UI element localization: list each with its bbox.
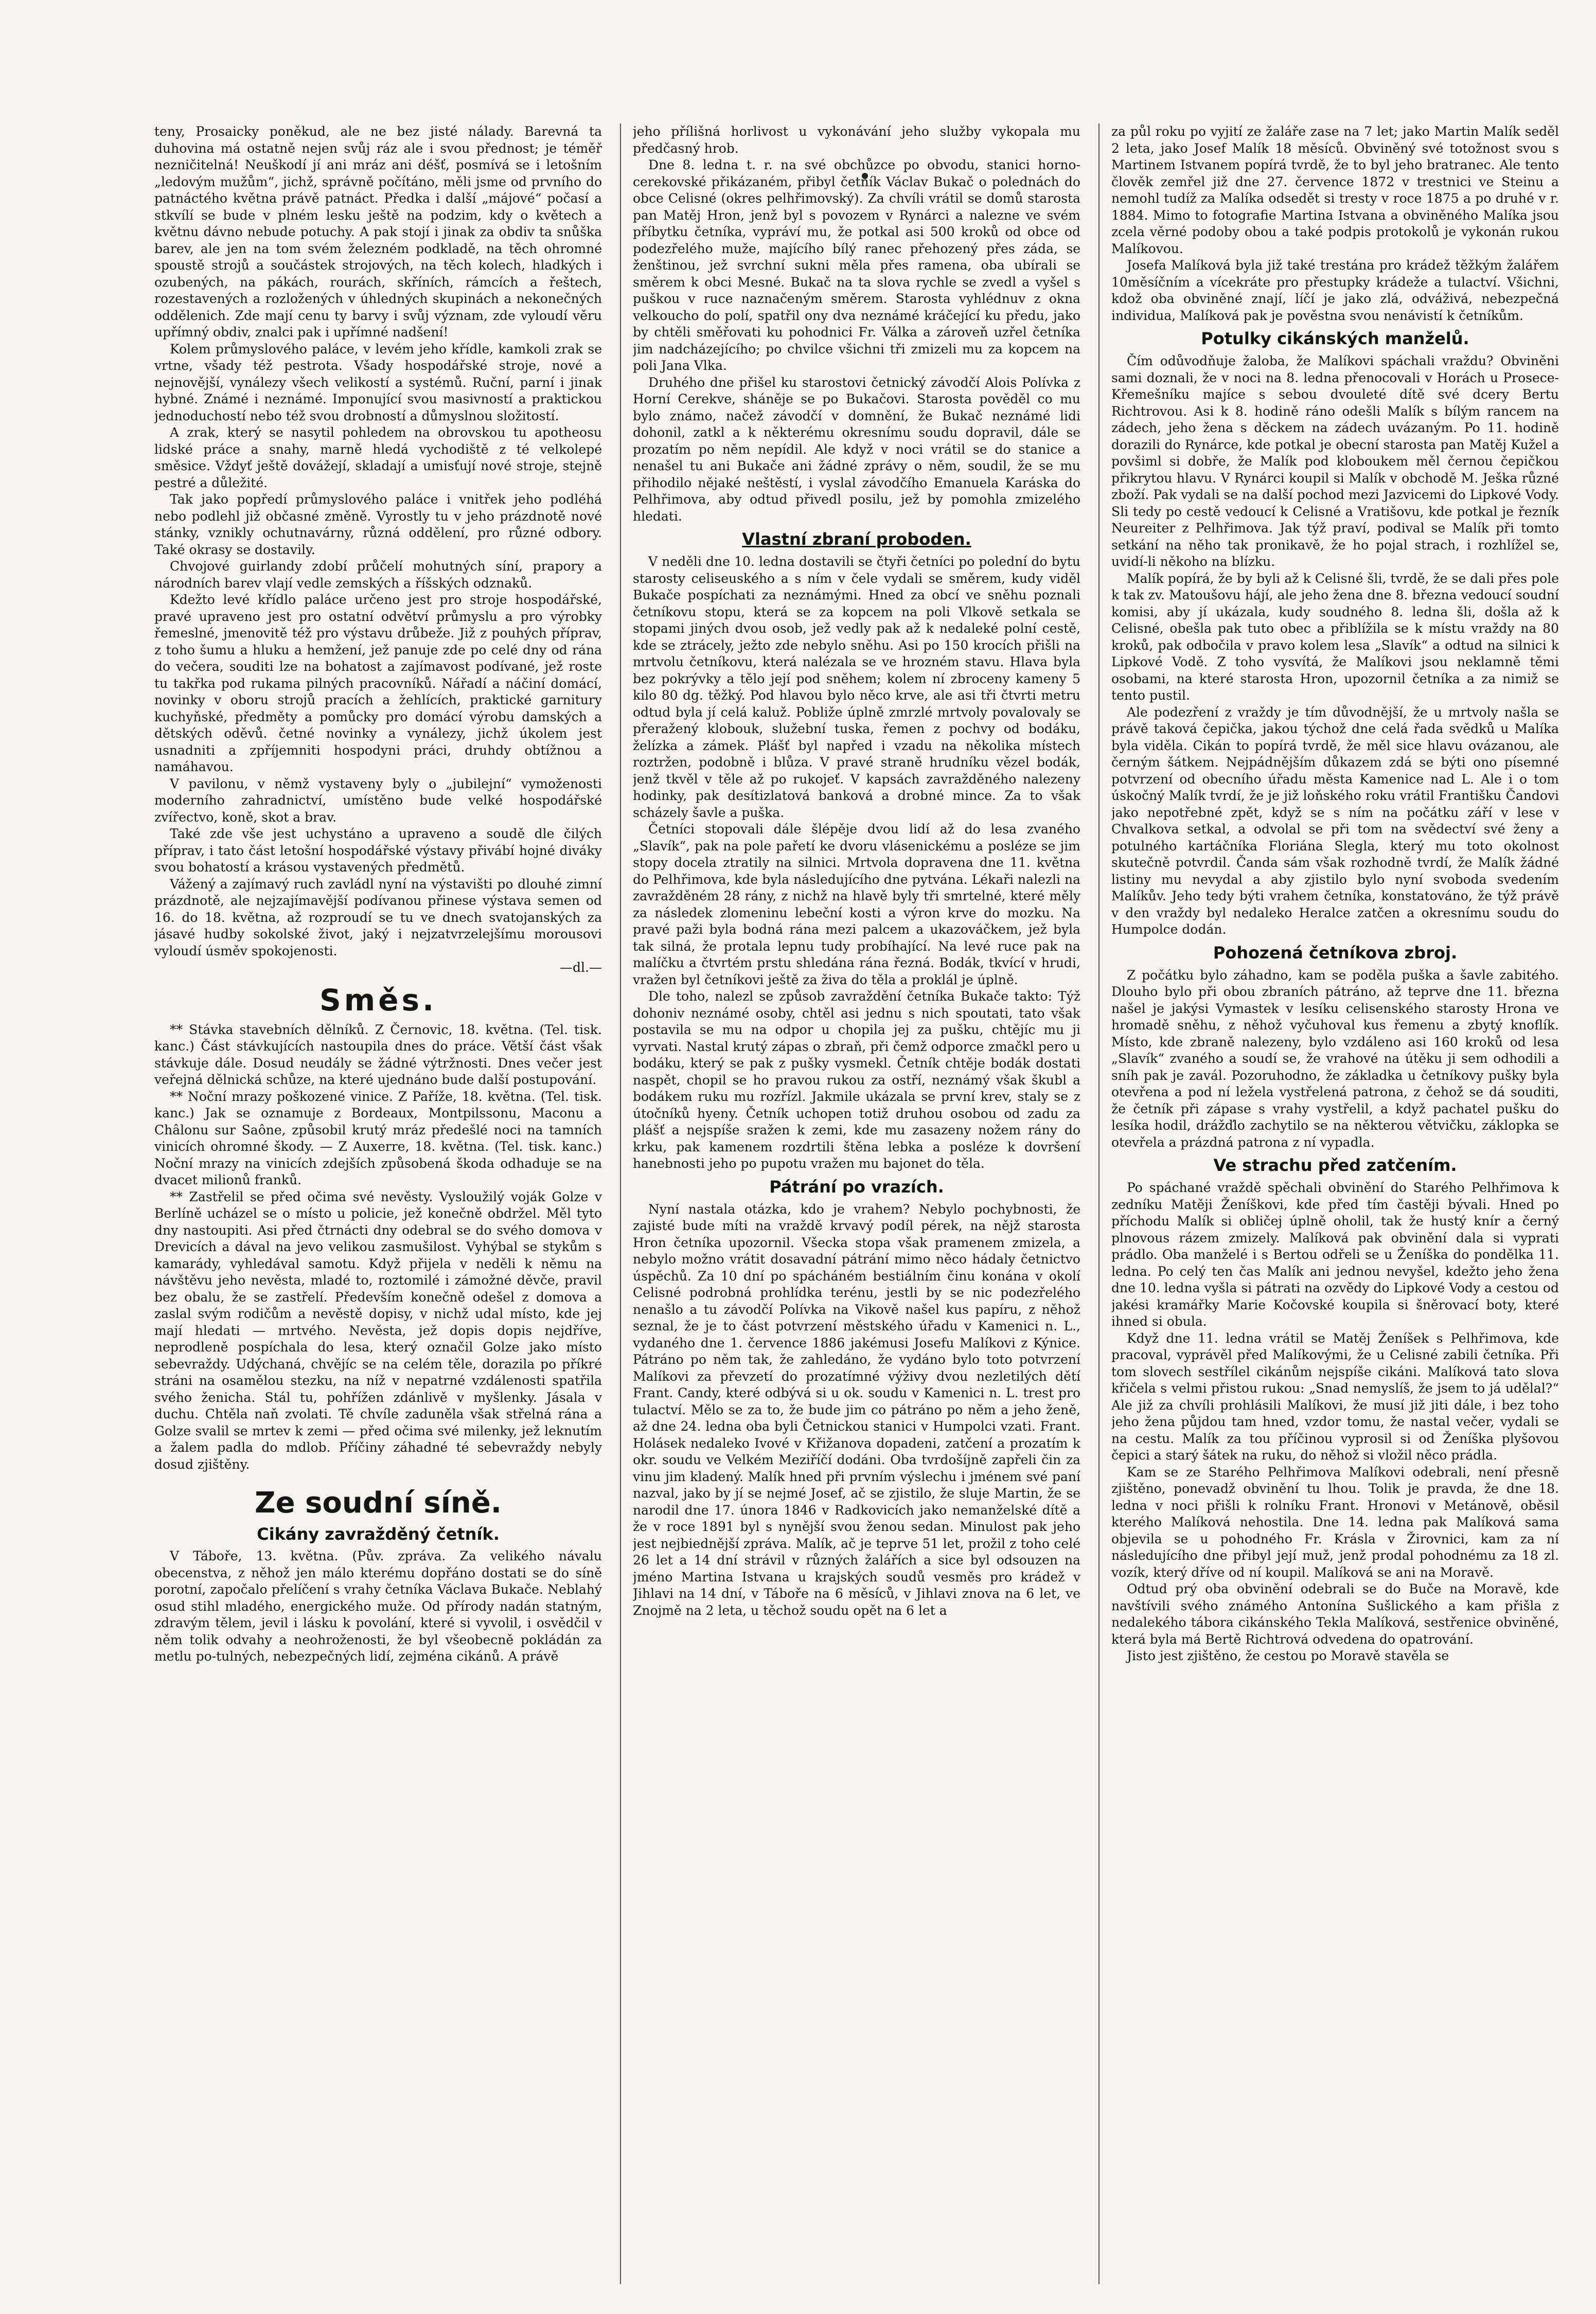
paragraph: Četníci stopovali dále šlépěje dvou lidí až do lesa zvaného „Slavík“, pak na pole pařetí ke dvoru vlásenickému a posléze se jim stopy docela ztratily na silnici. Mrtvola dopravena dne 11. května do Pelhřimova, kde byla následujícího dne pytvána. Lékaři nalezli na zavražděném 28 rány, z nichž na hlavě byly tři smrtelné, které měly za následek zlomeninu lebeční kosti a výron krve do mozku. Na pravé paži byla bodná rána mezi palcem a ukazováčkem, jež byla tak silná, že protala lepnu tudy probíhající. Na levé ruce pak na malíčku a čtvrtém prstu shledána rána řezná. Bodák, tkvící v hrudi, vražen byl četníkovi ještě za živa do těla a proklál je úplně. xyxy=(633,822,1080,987)
paragraph: Chvojové guirlandy zdobí průčelí mohutných síní, prapory a národních barev vlají vedle zemských a říšských odznaků. xyxy=(154,559,602,591)
subheading: Pohozená četníkova zbroj. xyxy=(1213,942,1458,963)
subheading: Pátrání po vrazích. xyxy=(769,1177,944,1197)
paragraph: Vážený a zajímavý ruch zavládl nyní na výstavišti po dlouhé zimní prázdnotě, ale nejzajímavější podívanou přinese výstava semen od 16. do 18. května, až rozproudí se tu ve dnech svatojanských za jásavé hudby sokolské život, jaký i nejzatvrzelejšímu morousovi vyloudí úsměv spokojenosti. xyxy=(154,876,602,958)
subheading-text: Vlastní zbraní proboden. xyxy=(742,529,971,549)
paragraph: Tak jako popředí průmyslového paláce i vnitřek jeho podléhá nebo podlehl již občasné změně. Vyrostly tu v jeho prázdnotě nové stánky, vznikly ochutnavárny, různá oddělení, pro různé odbory. Také okrasy se dostavily. xyxy=(154,492,602,557)
paragraph: Malík popírá, že by byli až k Celisné šli, tvrdě, že se dali přes pole k tak zv. Matoušovu hájí, ale jeho žena dne 8. března vedoucí soudní komisi, aby jí ukázala, kudy soudného 8. ledna šli, došla až k Celisné, obešla pak tuto obec a přiblížila se k místu vraždy na 80 kroků, pak odbočila v pravo kolem lesa „Slavík“ a odtud na silnici k Lipkové Vodě. Z toho vysvítá, že Malíkovi jsou neklamně těmi osobami, na které starosta Hron, upozornil četníka a za nimiž se tento pustil. xyxy=(1111,571,1559,703)
paragraph: Jisto jest zjištěno, že cestou po Moravě stavěla se xyxy=(1127,1648,1449,1663)
paragraph: teny, Prosaicky poněkud, ale ne bez jisté nálady. Barevná ta duhovina má ostatně nejen svůj ráz ale i svou přednost; je téměř nezničitelná! Neuškodí jí ani mráz ani déšť, posmívá se i letošním „ledovým mužům“, jichž, správně počítáno, měli jsme od prvního do patnáctého května právě patnáct. Předka i další „májové“ počasí a stkvílí se bude v plném lesku ještě na podzim, kdy o květech a květnu dávno nebude potuchy. A pak stojí i jinak za obdiv ta snůška barev, ale jen na tom svém železném podkladě, na těch ohromné spoustě strojů a součástek strojových, na těch kolech, hladkých i ozubených, na pákách, rourách, skříních, rámcích a řeštech, rozestavených a rozložených v úhledných skupinách a nekonečných oddělenich. Zde mají cenu ty barvy i svůj význam, zde vyloudí věru upřímný obdiv, znalci pak i upřímné nadšení! xyxy=(154,124,602,340)
article-signature: —dl.— xyxy=(560,960,602,975)
column-rule xyxy=(620,123,621,2284)
paragraph: Dne 8. ledna t. r. na své obchůzce po obvodu, stanici horno-cerekovské přikázaném, přibyl četník Václav Bukač o polednách do obce Celisné (okres pelhřimovský). Za chvíli vrátil se domů starosta pan Matěj Hron, jenž byl s povozem v Rynárci a nalezne ve svém příbytku četníka, vypráví mu, že potkal asi 500 kroků od obce od podezřelého muže, majícího bílý ranec přehozený přes záda, se ženštinou, jež svrchní sukni měla přes ramena, oba ubírali se směrem k obci Mesné. Bukač na ta slova rychle se zvedl a vyšel s puškou v ruce naznačeným směrem. Starosta vyhlédnuv z okna velkoucho do polí, spatřil ony dva neznámé kráčející ku předu, jako by chtěli směřovati ku pohodnici Fr. Válka a zároveň uzřel četníka jim nadcházejícího; po chvilce všichni tři zmizeli mu za kopcem na poli Jana Vlka. xyxy=(633,157,1080,373)
paragraph: Kolem průmyslového paláce, v levém jeho křídle, kamkoli zrak se vrtne, všady též pestrota. Všady hospodářské stroje, nové a nejnovější, vynálezy všech velikostí a systémů. Ruční, parní i jinak hybné. Známé i neznámé. Imponující svou masivností a praktickou jednoduchostí nebo též svou drobností a důmyslnou složitostí. xyxy=(154,341,602,423)
paragraph: A zrak, který se nasytil pohledem na obrovskou tu apotheosu lidské práce a snahy, marně hledá vychodiště z té velkolepé směsice. Vždyť ještě dovážejí, skladají a umisťují nové stroje, stejně pestré a důležité. xyxy=(154,425,602,490)
paragraph: Čím odůvodňuje žaloba, že Malíkovi spáchali vraždu? Obviněni sami doznali, že v noci na 8. ledna přenocovali v Horách u Prosece-Křemešníku majíce s sebou dvouleté dítě své dcery Bertu Richtrovou. Asi k 8. hodině ráno odešli Malík s bílým rancem na zádech, jeho žena s děckem na zádech uvázaným. Po 11. hodině dorazili do Rynárce, kde potkal je obecní starosta pan Matěj Kužel a povšiml si dobře, že Malík pod kloboukem měl černou čepičkou přikrytou hlavu. V Rynárci koupil si Malík v obchodě M. Ješka různé zboží. Pak vydali se na další pochod mezi Jazvicemi do Lipkové Vody. Sli tedy po cestě vedoucí k Celisné a Vratišovu, kde potkal je řezník Neureiter z Pelhřimova. Jak týž praví, podival se Malík při tomto setkání na něho tak pronikavě, že ho pojal strach, i rozhlížel se, uvidí-li někoho na blízku. xyxy=(1111,353,1559,569)
paragraph: Když dne 11. ledna vrátil se Matěj Ženíšek s Pelhřimova, kde pracoval, vyprávěl před Malíkovými, že u Celisné zabili četníka. Při tom slovech sestřílel cikánům nejspíše cikáni. Malíková tato slova křičela s velmi přistou rukou: „Snad nemyslíš, že jsem to já udělal?“ Ale již za chvíli prohlásili Malíkovi, že musí již jiti dále, i bez toho jeho žena půjdou tam hned, vzdor tomu, že nastal večer, vydali se na cestu. Malík za tou příčinou vyprosil si od Ženíška plyšovou čepici a starý šátek na ruku, do něhož si vložil něco prádla. xyxy=(1111,1330,1559,1463)
column-rule xyxy=(1098,123,1100,2284)
paragraph: za půl roku po vyjití ze žaláře zase na 7 let; jako Martin Malík seděl 2 leta, jako Josef Malík 18 měsíců. Obviněný své totožnost svou s Martinem Istvanem popírá tvrdě, že to byl jeho bratranec. Ale tento člověk zemřel již dne 27. července 1872 v trestnici ve Steinu a nemohl tudíž za Malíka odsedět si tresty v roce 1875 a po druhé v r. 1884. Mimo to fotografie Martina Istvana a obviněného Malíka jsou zcela věrné podoby obou a také podpis protokolů je vykonán rukou Malíkovou. xyxy=(1111,124,1559,256)
section-heading-smes: Směs. xyxy=(319,982,437,1018)
news-item: ** Zastřelil se před očima své nevěsty. Vysloužilý voják Golze v Berlíně ucházel se o místo u policie, jež konečně obdržel. Měl tyto dny nastoupiti. Asi před čtrnácti dny odebral se do svého domova v Drevicích a dával na jevo velikou zasmušilost. Vyhýbal se stykům s kamarády, vyhledával samotu. Když přijela v neděli k němu na návštěvu jeho nevěsta, mladé to, roztomilé i zámožné děvče, pravil bez obalu, že se zastřelí. Především konečně odešel z domova a zaslal svým rodičům a nevěstě dopisy, v nichž udal místo, kde jej mají hledati — mrtvého. Nevěsta, jež dopis dopis nejdříve, neprodleně pospíchala do lesa, který označil Golze jako místo sebevraždy. Udýchaná, chvějíc se na celém těle, dorazila po příkré stráni na osamělou stezku, na níž v nepatrné vzdálenosti spatřila svého ženicha. Stál tu, pohřížen zdánlivě v myšlenky. Jásala v duchu. Chtěla naň zvolati. Tě chvíle zaduněla však střelná rána a Golze svalil se mrtev k zemi — před očima své milenky, jež leknutím a žalem padla do mdlob. Příčiny záhadné té sebevraždy nebyly dosud zjištěny. xyxy=(154,1189,602,1472)
subheading: Potulky cikánských manželů. xyxy=(1201,329,1469,348)
column-3 xyxy=(1111,123,1559,2284)
paragraph: Po spáchané vraždě spěchali obvinění do Starého Pelhřimova k zedníku Matěji Ženíškovi, kde před tím častěji bývali. Hned po příchodu Malík si obličej úplně oholil, tak že hustý knír a černý plnovous rázem zmizely. Malíková pak obvinění dala si vyprati prádlo. Oba manželé i s Bertou odřeli se u Ženíška do pondělka 11. ledna. Po celý ten čas Malík ani jednou nevyšel, kdežto jeho žena dne 10. ledna vyšla si pátrati na ozvědy do Lipkové Vody a cestou od jakési kramářky Marie Kočovské koupila si šněrovací boty, které ihned si obula. xyxy=(1111,1180,1559,1329)
column-1 xyxy=(154,123,602,2284)
paragraph: Z počátku bylo záhadno, kam se poděla puška a šavle zabitého. Dlouho bylo při obou zbraních pátráno, až teprve dne 11. března našel je jakýsi Vymastek v lesíku celisenského starosty Hrona ve hromadě sněhu, z něhož vyčuhoval kus řemenu a zbytý knoflík. Místo, kde zbraně nalezeny, bylo vzdáleno asi 160 kroků od lesa „Slavík“ zvaného a soudí se, že vrahové na útěku ji sem odhodili a sníh pak je zavál. Pozoruhodno, že základka u četníkovy pušky byla otevřena a pod ní ležela vystřelená patrona, z čehož se dá souditi, že četník při zápase s vrahy vystřelil, a když pachatel pušku do lesíka hodil, drážďlo zachytilo se na některou větvičku, záklopka se otevřela a prázdná patrona z ní vypadla. xyxy=(1111,967,1559,1150)
paragraph: Kdežto levé křídlo paláce určeno jest pro stroje hospodářské, pravé upraveno jest pro ostatní odvětví průmyslu a pro výrobky řemeslné, jmenovitě též pro výstavu drůbeže. Již z pouhých příprav, z toho šumu a hluku a hemžení, jež panuje zde po celé dny od rána do večera, souditi lze na bohatost a zajímavost podívané, jež roste tu takřka pod rukama pilných pracovníků. Nářadí a náčiní domácí, novinky v oboru strojů pracích a žehlících, praktické garnitury kuchyňské, předměty a pomůcky pro domácí výrobu damských a dětských oděvů. četné novinky a vynálezy, jichž úkolem jest usnadniti a zpříjemniti hospodyni práci, druhdy obtížnou a namáhavou. xyxy=(154,592,602,774)
paragraph: Nyní nastala otázka, kdo je vrahem? Nebylo pochybnosti, že zajisté bude míti na vraždě krvavý podíl pérek, na nějž starosta Hron četníka upozornil. Všecka stopa však pramenem zmizela, a nebylo možno vrátit dosavadní pátrání mimo něco hádaly četnictvo úspěchů. Za 10 dní po spácháném bestiálním činu konána v okolí Celisné podrobná prohlídka terénu, jestli by se nic podezřelého nenašlo a tu závodčí Polívka na Vikově našel kus papíru, z něhož seznal, že je to část potvrzení městského úřadu v Kamenici n. L., vydaného dne 1. července 1886 jakémusi Josefu Malíkovi z Kýnice. Pátráno po něm tak, že zahledáno, že vydáno bylo toto potvrzení Malíkovi za převzetí do prozatímné výživy dvou nezletilých dětí Frant. Candy, které odbývá si u ok. soudu v Kamenici n. L. trest pro tulactví. Mělo se za to, že bude jim co pátráno po něm a jeho ženě, až dne 24. ledna oba byli Četnickou stanici v Humpolci vzati. Frant. Holásek nedaleko Ivové v Křižanova dopadeni, zatčení a prozatím k okr. soudu ve Velkém Meziříčí dodáni. Oba tvrdošíjně zapřeli čin za vinu jim kladený. Malík hned při prvním výslechu i jménem své paní nazval, jako by jí se nejmé Josef, ač se zjistilo, že sluje Martin, že se narodil dne 17. února 1846 v Radkovicích jako nemanželské dítě a že v roce 1891 byl s nynější svou ženou sedan. Minulost pak jeho jest nejbiednější zpráva. Malík, ač je teprve 51 let, prožil z toho celé 26 let a 14 dní strávil v různých žalářích a sice byl odsouzen na jméno Martina Istvana u krajských soudů vesměs pro krádež v Jihlavi na 14 dní, v Táboře na 6 měsíců, v Jihlavi znova na 6 let, ve Znojmě na 2 leta, u těchož soudu opět na 6 let a xyxy=(633,1201,1080,1618)
news-item: ** Stávka stavebních dělníků. Z Černovic, 18. května. (Tel. tisk. kanc.) Část stávkujících nastoupila dnes do práce. Větší část však stávkuje dále. Dosud neudály se žádné výtržnosti. Dnes večer jest veřejná dělnická schůze, na které ujednáno bude další postupování. xyxy=(154,1022,602,1087)
paragraph: Josefa Malíková byla již také trestána pro krádež těžkým žalářem 10měsíčním a vícekráte pro přestupky krádeže a tulactví. Všichni, kdož oba obviněné znají, líčí je jako zlá, odváživá, nebezpečná individua, Malíková pak je pověstna svou nenávistí k četníkům. xyxy=(1111,258,1559,323)
paragraph: Dle toho, nalezl se způsob zavraždění četníka Bukače takto: Týž dohoniv neznámé osoby, chtěl asi jednu s nich spoutati, tato však postavila se mu na odpor u chopila jej za pušku, chtějíc mu ji vyrvati. Nastal krutý zápas o zbraň, při čemž odporce zmačkl pero u bodáku, který se pak z pušky vysmekl. Četník chtěje bodák dostati naspět, chopil se ho pravou rukou za ostří, neznámý však škubl a bodákem ruku mu rozřízl. Jakmile ukázala se první krev, staly se z útočníků hyeny. Četník uchopen totiž druhou osobou od zadu za plášť a nejspíše sražen k zemi, kde mu zasazeny nožem rány do krku, pak kamenem rozdrtili štěna lebka a posléze k dovršení hanebnosti jeho po pupotu vražen mu bajonet do těla. xyxy=(633,989,1080,1171)
column-2 xyxy=(633,123,1080,2284)
subheading xyxy=(633,528,1080,550)
paragraph: V neděli dne 10. ledna dostavili se čtyři četníci po polední do bytu starosty celiseuského a s ním v čele vydali se směrem, kudy viděl Bukače pospíchati za neznámými. Hned za obcí ve sněhu poznali četníkovu stopu, která se za kopcem na poli Vlkově setkala se stopami jiných dvou osob, jež vedly pak až k nedaleké polní cestě, kde se ztrácely, ježto zde nebylo sněhu. Asi po 150 krocích přišli na mrtvolu četníkovu, která nalézala se ve hrozném stavu. Hlava byla bez pokrývky a tělo její pod sněhem; kolem ní zbroceny kameny 5 kilo 80 dg. těžký. Pod hlavou bylo něco krve, ale asi tři čtvrti metru odtud byla jí celá kaluž. Pobliže úplně zmrzlé mrtvoly povalovaly se přeražený klobouk, služební tuska, řemen z pochvy od bodáku, želízka a zámek. Plášť byl napřed i vzadu na několika místech roztržen, podobně i blůza. V pravé straně hrudníku vězel bodák, jenž tkvěl v těle až po rukojeť. V kapsách zavražděného nalezeny hodinky, pak desítizlatová banková a drobné mince. Za to však scházely šavle a puška. xyxy=(633,554,1080,820)
paragraph: Ale podezření z vraždy je tím důvodnější, že u mrtvoly našla se právě taková čepička, jakou týchož dne celá řada svědků u Malíka byla viděla. Cikán to popírá tvrdě, že měl sice hlavu ovázanou, ale černým šátkem. Nejpádnějším důkazem zdá se býti ono písemné potvrzení od obecního úřadu města Kamenice nad L. Ale i o tom úskočný Malík tvrdí, že je již loňského roku vrátil Františku Čandovi jako nepotřebné zpět, když se s ním na počátku září v lese v Chvalkova setkal, a odvolal se při tom na svědectví své ženy a potulného kartáčníka Floriána Slegla, který mu toto okolnost skutečně potvrdil. Čanda sám však rozhodně tvrdí, že Malík žádné listiny mu nevydal a aby zjistilo bylo nyní svoboda svedením Malíkův. Jeho tedy býti vrahem četníka, konstatováno, že týž právě v den vraždy byl nedaleko Heralce zatčen a okresnímu soudu do Humpolce dodán. xyxy=(1111,704,1559,937)
paragraph: jeho přílišná horlivost u vykonávání jeho služby vykopala mu předčasný hrob. xyxy=(633,124,1080,156)
paragraph: Také zde vše jest uchystáno a upraveno a soudě dle čilých příprav, i tato část letošní hospodářské výstavy přivábí hojné diváky svou bohatostí a krásou vystavených předmětů. xyxy=(154,826,602,875)
article-headline: Cikány zavražděný četník. xyxy=(257,1524,500,1544)
paragraph: V Táboře, 13. května. (Pův. zpráva. Za velikého návalu obecenstva, z něhož jen málo kterému dopřáno dostati se do síně porotní, započalo přelíčení s vrahy četníka Václava Bukače. Neblahý osud stihl mladého, energického muže. Od přírody nadán statným, zdravým tělem, jevil i lásku k povolání, které si vyvolil, i osvědčil v něm tolik odvahy a neohroženosti, že byl všeobecně pokládán za metlu po-tulných, nebezpečných lidí, zejména cikánů. A právě xyxy=(154,1548,602,1664)
section-heading-court: Ze soudní síně. xyxy=(254,1486,502,1520)
news-item: ** Noční mrazy poškozené vinice. Z Paříže, 18. května. (Tel. tisk. kanc.) Jak se oznamuje z Bordeaux, Montpilssonu, Maconu a Châlonu sur Saône, způsobil krutý mráz předešlé noci na tamních vinicích ohromné škody. — Z Auxerre, 18. května. (Tel. tisk. kanc.) Noční mrazy na vinicích zdejších způsobená škoda odhaduje se na dvacet milionů franků. xyxy=(154,1089,602,1187)
newspaper-page xyxy=(154,123,1559,2284)
paragraph: V pavilonu, v němž vystaveny byly o „jubilejní“ vymoženosti moderního zahradnictví, umístěno bude velké hospodářské zvířectvo, koně, skot a brav. xyxy=(154,776,602,825)
paragraph: Odtud prý oba obvinění odebrali se do Buče na Moravě, kde navštívili svého známého Antonína Sušlického a kam přišla z nedalekého tábora cikánského Tekla Malíková, sestřenice obviněné, která byla má Bertě Richtrová odvedena do opatrování. xyxy=(1111,1581,1559,1647)
paragraph: Kam se ze Starého Pelhřimova Malíkovi odebrali, není přesně zjištěno, ponevadž obvinění tu lhou. Tolik je pravda, že dne 18. ledna v noci přišli k rolníku Frant. Hronovi v Metánově, oběsil kterého Malíková nehostila. Dne 14. ledna pak Malíková sama objevila se u pohodného Fr. Krásla v Žirovnici, kam za ní následujícího dne přibyl její muž, jenž prodal pohodnému za 18 zl. vozík, který dříve od ní koupil. Malíková se ani na Moravě. xyxy=(1111,1464,1559,1580)
subheading: Ve strachu před zatčením. xyxy=(1213,1155,1457,1175)
paragraph: Druhého dne přišel ku starostovi četnický závodčí Alois Polívka z Horní Cerekve, sháněje se po Bukačovi. Starosta pověděl co mu bylo známo, načež závodčí v domnění, že Bukač neznámé lidi dohonil, zatkl a k některému okresnímu soudu dopravil, dále se prozatím po něm nepídil. Ale když v noci vrátil se do stanice a nenašel tu ani Bukače ani žádné zprávy o něm, soudil, že se mu přihodilo nějaké neštěstí, i vyslal závodčího Emanuela Karáska do Pelhřimova, aby odtud přivedl posilu, jež by pomohla zmizelého hledati. xyxy=(633,375,1080,524)
